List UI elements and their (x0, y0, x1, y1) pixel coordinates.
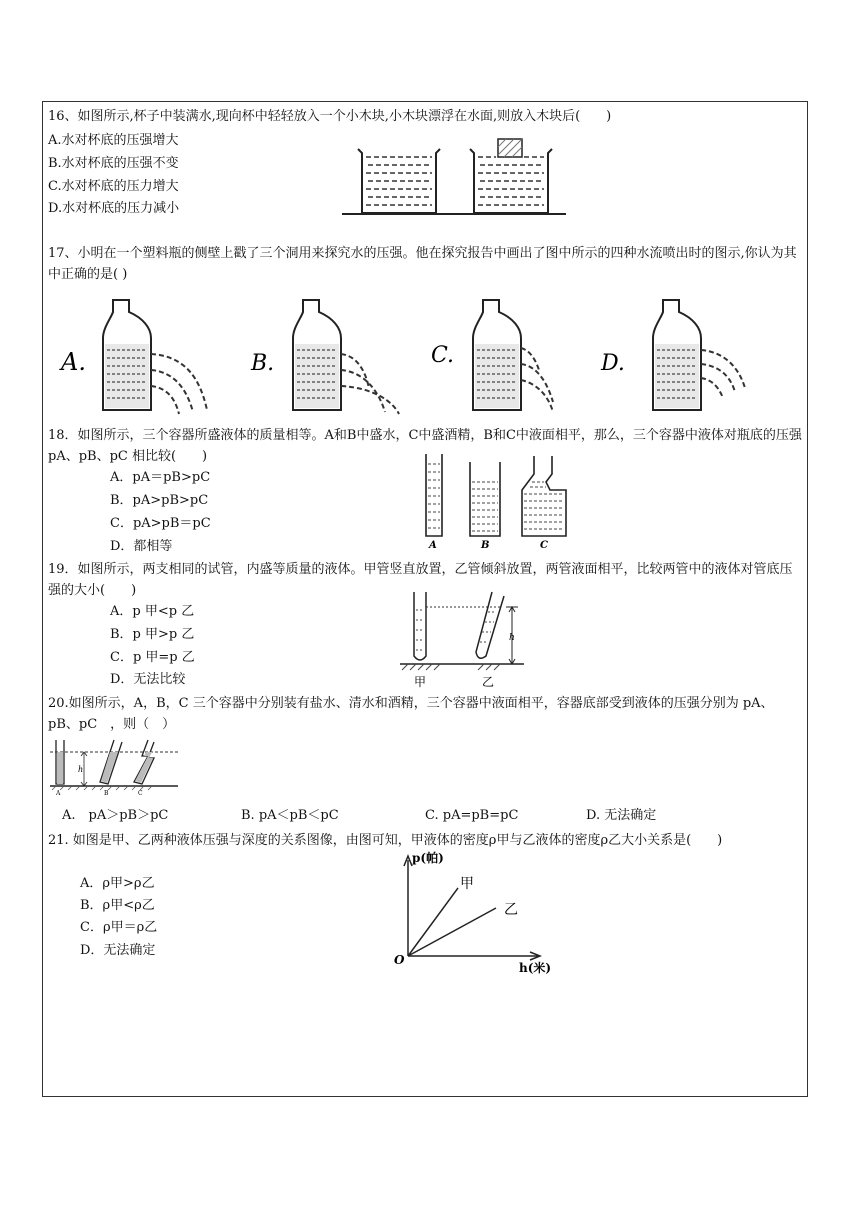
q20-option-a: A. pA＞pB＞pC (62, 808, 169, 823)
q17-stem: 17、小明在一个塑料瓶的侧壁上戳了三个洞用来探究水的压强。他在探究报告中画出了图中所示的四种水流喷出时的图示,你认为其中正确的是( ) (48, 246, 797, 282)
q21-option-b: B．ρ甲<ρ乙 (80, 898, 155, 913)
series-yi-label: 乙 (504, 902, 518, 918)
q21-option-c: C．ρ甲＝ρ乙 (80, 920, 158, 935)
q20-label-h: h (78, 765, 84, 774)
q17-label-c: C. (431, 343, 455, 368)
q19-stem: 19．如图所示，两支相同的试管，内盛等质量的液体。甲管竖直放置，乙管倾斜放置，两管液面相平，比较两管中的液体对管底压强的大小( ) (48, 562, 793, 598)
q19-option-d: D．无法比较 (110, 672, 186, 687)
q21-stem: 21. 如图是甲、乙两种液体压强与深度的关系图像，由图可知，甲液体的密度ρ甲与乙液体的密度ρ乙大小关系是( ) (48, 833, 723, 848)
q18-label-b: B (481, 540, 490, 551)
y-axis-label: p(帕) (412, 851, 444, 865)
q17-label-b: B. (251, 351, 275, 376)
q19-option-a: A．p 甲<p 乙 (110, 604, 195, 619)
q18-option-d: D．都相等 (110, 539, 173, 554)
q19-option-b: B．p 甲>p 乙 (110, 627, 195, 642)
bottle-d (600, 300, 745, 410)
bottle-a (59, 300, 207, 414)
q20-option-c: C. pA=pB=pC (425, 808, 519, 823)
q16-option-b: B.水对杯底的压强不变 (48, 156, 179, 171)
q18-label-c: C (540, 540, 548, 551)
q18-option-b: B．pA>pB>pC (110, 493, 209, 508)
q16-stem: 16、如图所示,杯子中装满水,现向杯中轻轻放入一个小木块,小木块漂浮在水面,则放入木块后( ) (48, 109, 612, 124)
q16-option-a: A.水对杯底的压强增大 (48, 133, 179, 148)
q20-option-b: B. pA＜pB＜pC (241, 808, 339, 823)
bottle-b (250, 300, 399, 414)
q17-bottles-figure (55, 298, 775, 416)
q19-label-jia: 甲 (414, 675, 427, 689)
q21-option-a: A．ρ甲>ρ乙 (80, 876, 155, 891)
q21-pressure-depth-chart (390, 848, 570, 973)
q16-option-d: D.水对杯底的压力减小 (48, 201, 180, 216)
q20-option-d: D. 无法确定 (586, 808, 657, 823)
q20-containers-figure (48, 738, 183, 796)
q19-tubes-figure (396, 590, 526, 690)
q20-stem: 20.如图所示，A，B，C 三个容器中分别装有盐水、清水和酒精，三个容器中液面相平，容器底部受到液体的压强分别为 pA、pB、pC ，则（ ） (48, 696, 774, 732)
series-jia-label: 甲 (460, 876, 474, 892)
q17-label-d: D. (601, 351, 625, 376)
series-jia-line (408, 888, 458, 956)
q16-option-c: C.水对杯底的压力增大 (48, 179, 179, 194)
series-yi-line (408, 908, 496, 956)
q17-label-a: A. (61, 348, 86, 376)
q20-label-a: A (56, 790, 61, 797)
q20-label-b: B (104, 790, 109, 797)
q18-option-c: C．pA>pB＝pC (110, 516, 211, 531)
q19-label-yi: 乙 (482, 675, 495, 689)
bottle-c (431, 300, 553, 412)
q18-label-a: A (429, 540, 437, 551)
q19-label-h: h (509, 633, 515, 643)
q16-cups-figure (340, 135, 570, 220)
q18-option-a: A．pA＝pB>pC (110, 470, 211, 485)
origin-label: O (394, 953, 405, 967)
q19-option-c: C．p 甲=p 乙 (110, 650, 195, 665)
x-axis-label: h(米) (519, 961, 552, 975)
q20-label-c: C (138, 790, 143, 797)
q18-containers-figure (420, 452, 580, 550)
q18-stem: 18．如图所示，三个容器所盛液体的质量相等。A和B中盛水，C中盛酒精，B和C中液面相平，那么，三个容器中液体对瓶底的压强 pA、pB、pC 相比较( ) (48, 428, 802, 464)
q21-option-d: D．无法确定 (80, 943, 156, 958)
